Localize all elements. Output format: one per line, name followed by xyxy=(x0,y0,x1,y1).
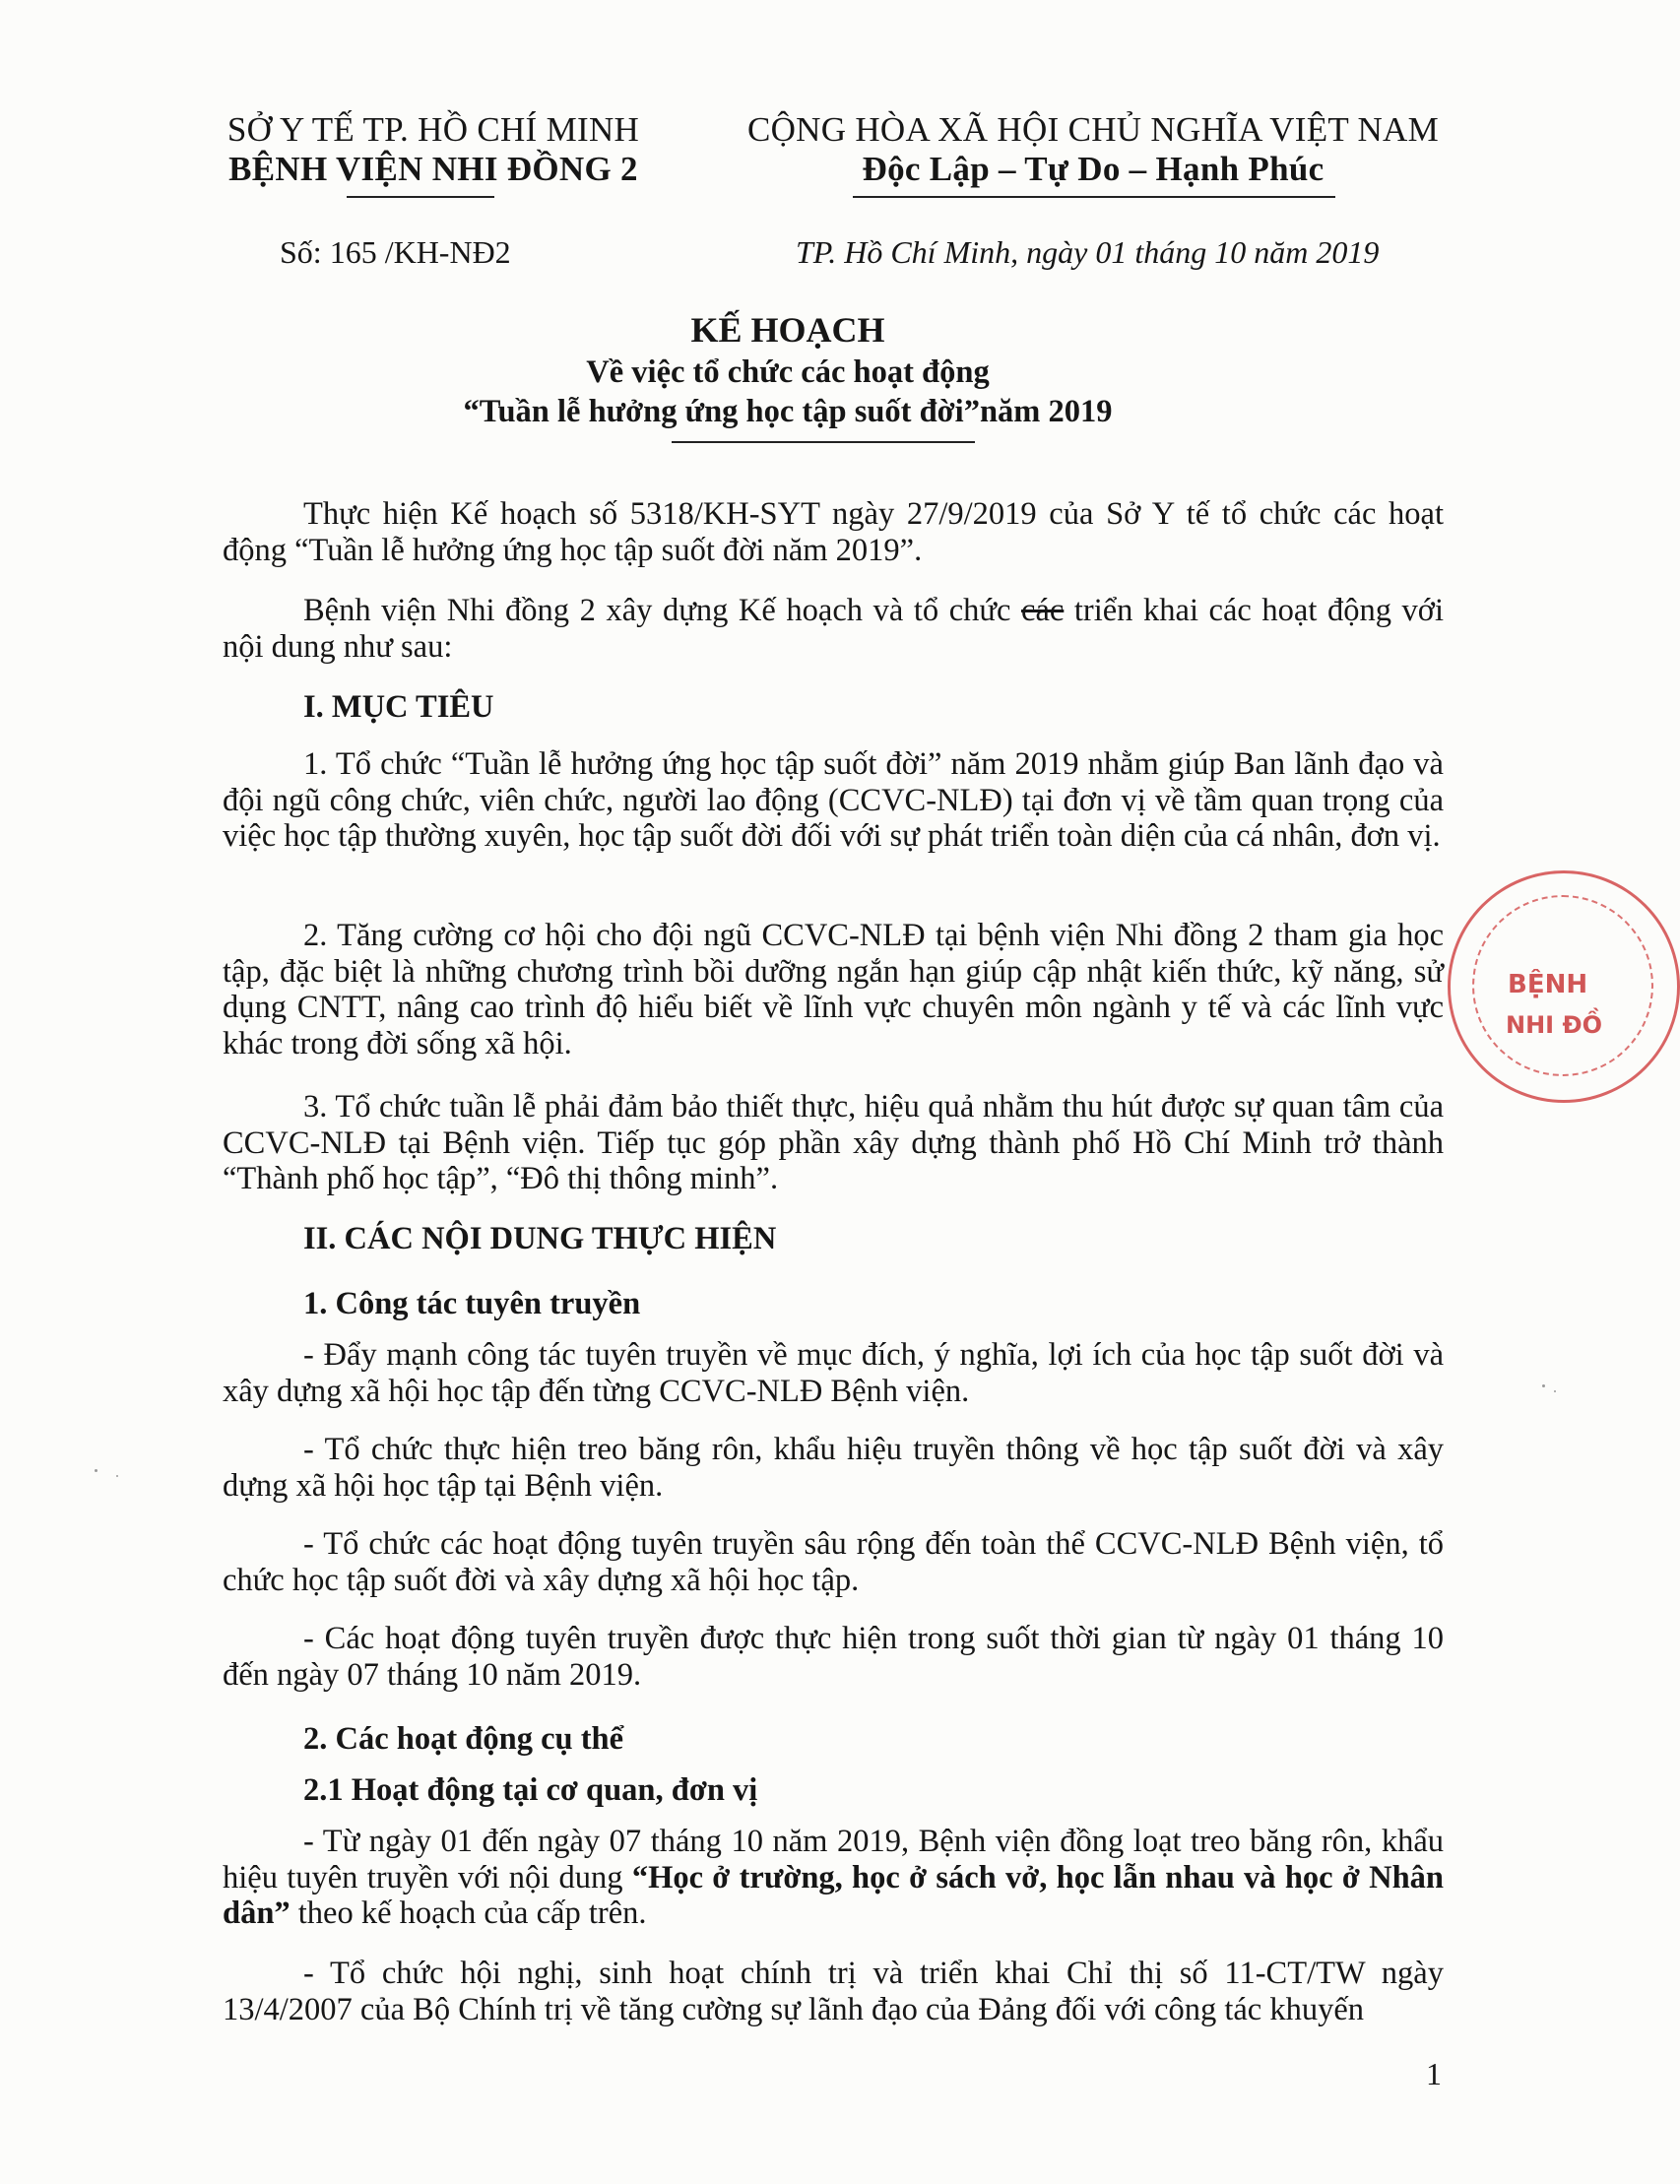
slogan: “Học ở trường, học ở sách vở, học lẫn nhau và học ở Nhân dân” xyxy=(223,1859,1444,1931)
seal-text-line-2: NHI ĐỒ xyxy=(1506,1011,1602,1039)
section-1-heading: I. MỤC TIÊU xyxy=(303,689,494,725)
section-1-item-2: 2. Tăng cường cơ hội cho đội ngũ CCVC-NLĐ tại bệnh viện Nhi đồng 2 tham gia học tập, đặc biệt là những chương trình bồi dưỡng ngắn hạn giúp cập nhật kiến thức, kỹ năng, sử dụng CNTT, nâng cao trình độ hiểu biết về lĩnh vực chuyên môn ngành y tế và các lĩnh vực khác trong đời sống xã hội. xyxy=(223,918,1444,1061)
subsection-1-item-4: - Các hoạt động tuyên truyền được thực hiện trong suốt thời gian từ ngày 01 tháng 10 đến ngày 07 tháng 10 năm 2019. xyxy=(223,1621,1444,1693)
scan-speck xyxy=(1554,1390,1556,1392)
subsection-2-1-heading: 2.1 Hoạt động tại cơ quan, đơn vị xyxy=(303,1772,758,1808)
country-name: CỘNG HÒA XÃ HỘI CHỦ NGHĨA VIỆT NAM xyxy=(746,110,1440,149)
subsection-2-1-item-2: - Tổ chức hội nghị, sinh hoạt chính trị và triển khai Chỉ thị số 11-CT/TW ngày 13/4/2007 của Bộ Chính trị về tăng cường sự lãnh đạo của Đảng đối với công tác khuyến xyxy=(223,1956,1444,2027)
place-date: TP. Hồ Chí Minh, ngày 01 tháng 10 năm 2019 xyxy=(796,234,1380,270)
scan-speck xyxy=(116,1475,118,1477)
subsection-1-item-3: - Tổ chức các hoạt động tuyên truyền sâu rộng đến toàn thể CCVC-NLĐ Bệnh viện, tổ chức học tập suốt đời và xây dựng xã hội học tập. xyxy=(223,1526,1444,1598)
subsection-1-item-1: - Đẩy mạnh công tác tuyên truyền về mục đích, ý nghĩa, lợi ích của học tập suốt đời và xây dựng xã hội học tập đến từng CCVC-NLĐ Bệnh viện. xyxy=(223,1337,1444,1409)
struck-word: các xyxy=(1021,593,1065,628)
section-1-item-3: 3. Tổ chức tuần lễ phải đảm bảo thiết thực, hiệu quả nhằm thu hút được sự quan tâm của CCVC-NLĐ tại Bệnh viện. Tiếp tục góp phần xây dựng thành phố Hồ Chí Minh trở thành “Thành phố học tập”, “Đô thị thông minh”. xyxy=(223,1089,1444,1196)
intro-paragraph-1: Thực hiện Kế hoạch số 5318/KH-SYT ngày 27/9/2019 của Sở Y tế tổ chức các hoạt động “Tuần lễ hưởng ứng học tập suốt đời năm 2019”. xyxy=(223,496,1444,568)
left-header-underline xyxy=(347,196,494,198)
document-title: KẾ HOẠCH xyxy=(690,310,885,350)
hospital-name: BỆNH VIỆN NHI ĐỒNG 2 xyxy=(228,150,638,188)
scan-speck xyxy=(1542,1384,1545,1387)
section-1-item-1: 1. Tổ chức “Tuần lễ hưởng ứng học tập suốt đời” năm 2019 nhằm giúp Ban lãnh đạo và đội ngũ công chức, viên chức, người lao động (CCVC-NLĐ) tại đơn vị về tầm quan trọng của việc học tập thường xuyên, học tập suốt đời đối với sự phát triển toàn diện của cá nhân, đơn vị. xyxy=(223,746,1444,854)
hospital-seal-stamp xyxy=(1448,870,1680,1103)
subsection-1-heading: 1. Công tác tuyên truyền xyxy=(303,1286,641,1321)
subsection-2-heading: 2. Các hoạt động cụ thể xyxy=(303,1721,624,1757)
seal-text-line-1: BỆNH xyxy=(1508,970,1588,999)
scan-speck xyxy=(95,1469,97,1472)
document-subtitle-2: “Tuần lễ hưởng ứng học tập suốt đời”năm 2019 xyxy=(463,394,1113,429)
section-2-heading: II. CÁC NỘI DUNG THỰC HIỆN xyxy=(303,1221,777,1256)
document-subtitle-1: Về việc tổ chức các hoạt động xyxy=(586,354,990,390)
page-number: 1 xyxy=(1426,2056,1442,2091)
title-underline xyxy=(672,441,975,443)
right-header-underline xyxy=(853,196,1335,198)
subsection-2-1-item-1: - Từ ngày 01 đến ngày 07 tháng 10 năm 2019, Bệnh viện đồng loạt treo băng rôn, khẩu hiệu tuyên truyền với nội dung “Học ở trường, học ở sách vở, học lẫn nhau và học ở Nhân dân” theo kế hoạch của cấp trên. xyxy=(223,1824,1444,1931)
document-number: Số: 165 /KH-NĐ2 xyxy=(280,234,511,270)
intro-paragraph-2: Bệnh viện Nhi đồng 2 xây dựng Kế hoạch và tổ chức các triển khai các hoạt động với nội dung như sau: xyxy=(223,593,1444,665)
department-name: SỞ Y TẾ TP. HỒ CHÍ MINH xyxy=(226,110,640,149)
national-motto: Độc Lập – Tự Do – Hạnh Phúc xyxy=(862,150,1325,188)
subsection-1-item-2: - Tổ chức thực hiện treo băng rôn, khẩu hiệu truyền thông về học tập suốt đời và xây dựng xã hội học tập tại Bệnh viện. xyxy=(223,1432,1444,1504)
